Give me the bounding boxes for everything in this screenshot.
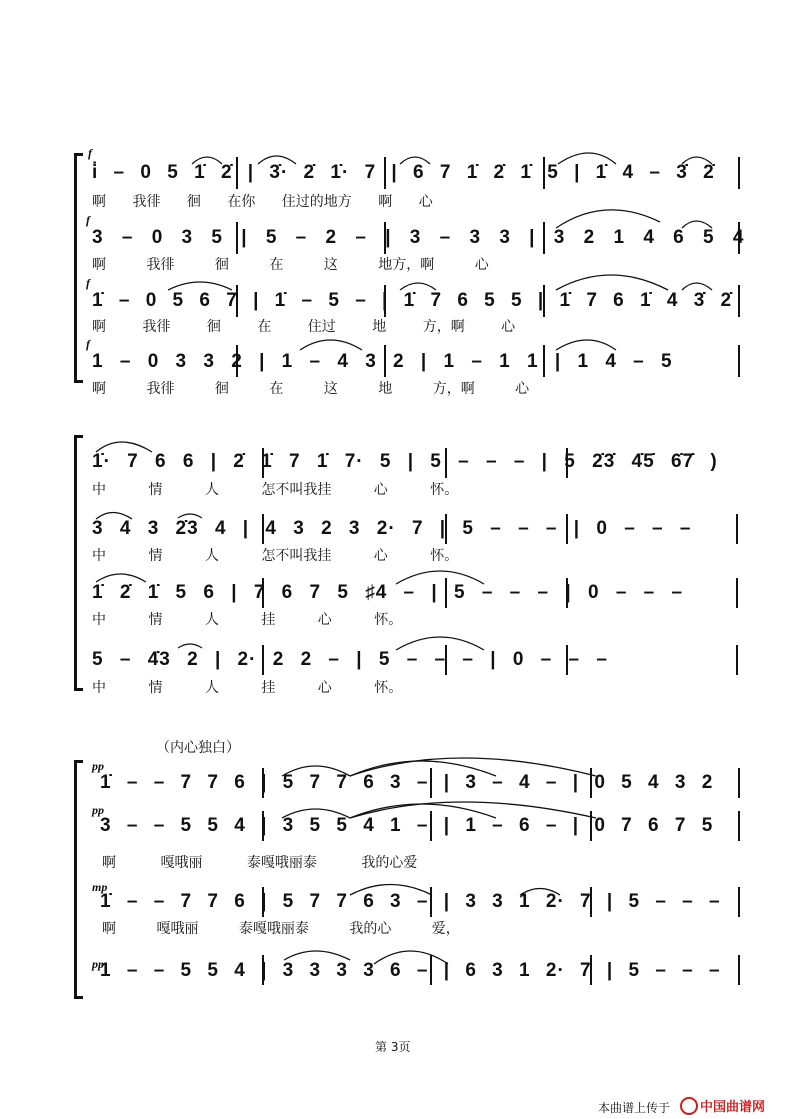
lyrics-line: 中 情 人 挂 心 怀。: [92, 612, 403, 628]
notation-line: 1̇ 2̇ 1̇ 5 6 | 7 6 7 5 ♯4 – | 5 – – – | 0 – – –: [92, 582, 684, 603]
logo-icon: [680, 1097, 698, 1115]
notation-line: 1 – – 5 5 4 | 3 3 3 3 6 – | 6 3 1 2· 7 | 5 – – –: [100, 960, 721, 981]
lyrics-line: 中 情 人 怎不叫我挂 心 怀。: [92, 548, 459, 564]
system-2-barline: [736, 645, 738, 675]
notation-line: 1̇· 7 6 6 | 2̇ 1̇ 7 1̇ 7· 5 | 5 – – – | 5 2̇3̇ 4̇5̇ 6̇7̇ ): [92, 451, 718, 472]
system-1-barline: [738, 345, 740, 377]
dynamic-marking: pp: [92, 759, 104, 773]
dynamic-marking: f: [86, 276, 90, 290]
logo-text: 中国曲谱网: [700, 1100, 766, 1115]
system-3-barline: [738, 955, 740, 985]
system-3-barline: [738, 768, 740, 798]
lyrics-line: 啊 我徘 徊 在 这 地 方，啊 心: [92, 381, 530, 397]
system-2-barline: [736, 578, 738, 608]
notation-line: i̇ – 0 5 1̇ 2̇ | 3̇· 2̇ 1̇· 7 | 6 7 1̇ 2̇ 1̇ 5 | 1̇ 4 – 3̇ 2̇: [92, 162, 715, 183]
notation-line: 1̇ – 0 5 6 7 | 1̇ – 5 – | 1̇ 7 6 5 5 | 1̇ 7 6 1̇ 4 3̇ 2̇: [92, 290, 733, 311]
notation-line: 3 4 3 2̇3 4 | 4 3 2 3 2· 7 | 5 – – – | 0 – – –: [92, 518, 692, 539]
system-3-bracket: [74, 760, 83, 999]
lyrics-line: 中 情 人 挂 心 怀。: [92, 680, 403, 696]
dynamic-marking: pp: [92, 803, 104, 817]
lyrics-line: 啊 我徘 徊 在你 住过的地方 啊 心: [92, 194, 433, 210]
page-number: 第 3页: [375, 1040, 411, 1054]
site-logo[interactable]: [680, 1096, 765, 1115]
dynamic-marking: mp: [92, 880, 108, 894]
system-1-bracket: [74, 153, 83, 383]
lyrics-line: 啊 嘎哦丽 泰嘎哦丽泰 我的心 爱，: [102, 921, 460, 937]
system-3-barline: [738, 887, 740, 917]
upload-source-text: 本曲谱上传于: [598, 1101, 671, 1115]
notation-line: 3 – 0 3 5 | 5 – 2 – | 3 – 3 3 | 3 2 1 4 6 5 4: [92, 227, 745, 248]
notation-line: 1̇ – – 7 7 6 | 5 7 7 6 3 – | 3 3 1 2· 7 | 5 – – –: [100, 891, 721, 912]
lyrics-line: 啊 我徘 徊 在 住过 地 方，啊 心: [92, 319, 516, 335]
dynamic-marking: f: [86, 337, 90, 351]
system-1-barline: [738, 285, 740, 317]
lyrics-line: 中 情 人 怎不叫我挂 心 怀。: [92, 482, 459, 498]
system-1-barline: [738, 157, 740, 189]
system-3-barline: [738, 811, 740, 841]
notation-line: 5 – 4̇3 2 | 2· 2 2 – | 5 – – – | 0 – – –: [92, 649, 608, 670]
dynamic-marking: f: [88, 146, 92, 160]
section-caption: （内心独白）: [156, 740, 240, 756]
notation-line: 1̇ – – 7 7 6 | 5 7 7 6 3 – | 3 – 4 – | 0 5 4 3 2: [100, 772, 714, 793]
lyrics-line: 啊 嘎哦丽 泰嘎哦丽泰 我的心爱: [102, 855, 418, 871]
dynamic-marking: f: [86, 213, 90, 227]
notation-line: 1 – 0 3 3 2 | 1 – 4 3 2 | 1 – 1 1 | 1 4 – 5: [92, 351, 673, 372]
lyrics-line: 啊 我徘 徊 在 这 地方，啊 心: [92, 257, 489, 273]
notation-line: 3 – – 5 5 4 | 3 5 5 4 1 – | 1 – 6 – | 0 7 6 7 5: [100, 815, 714, 836]
dynamic-marking: pp: [92, 957, 104, 971]
system-2-barline: [736, 514, 738, 544]
system-2-bracket: [74, 435, 83, 691]
